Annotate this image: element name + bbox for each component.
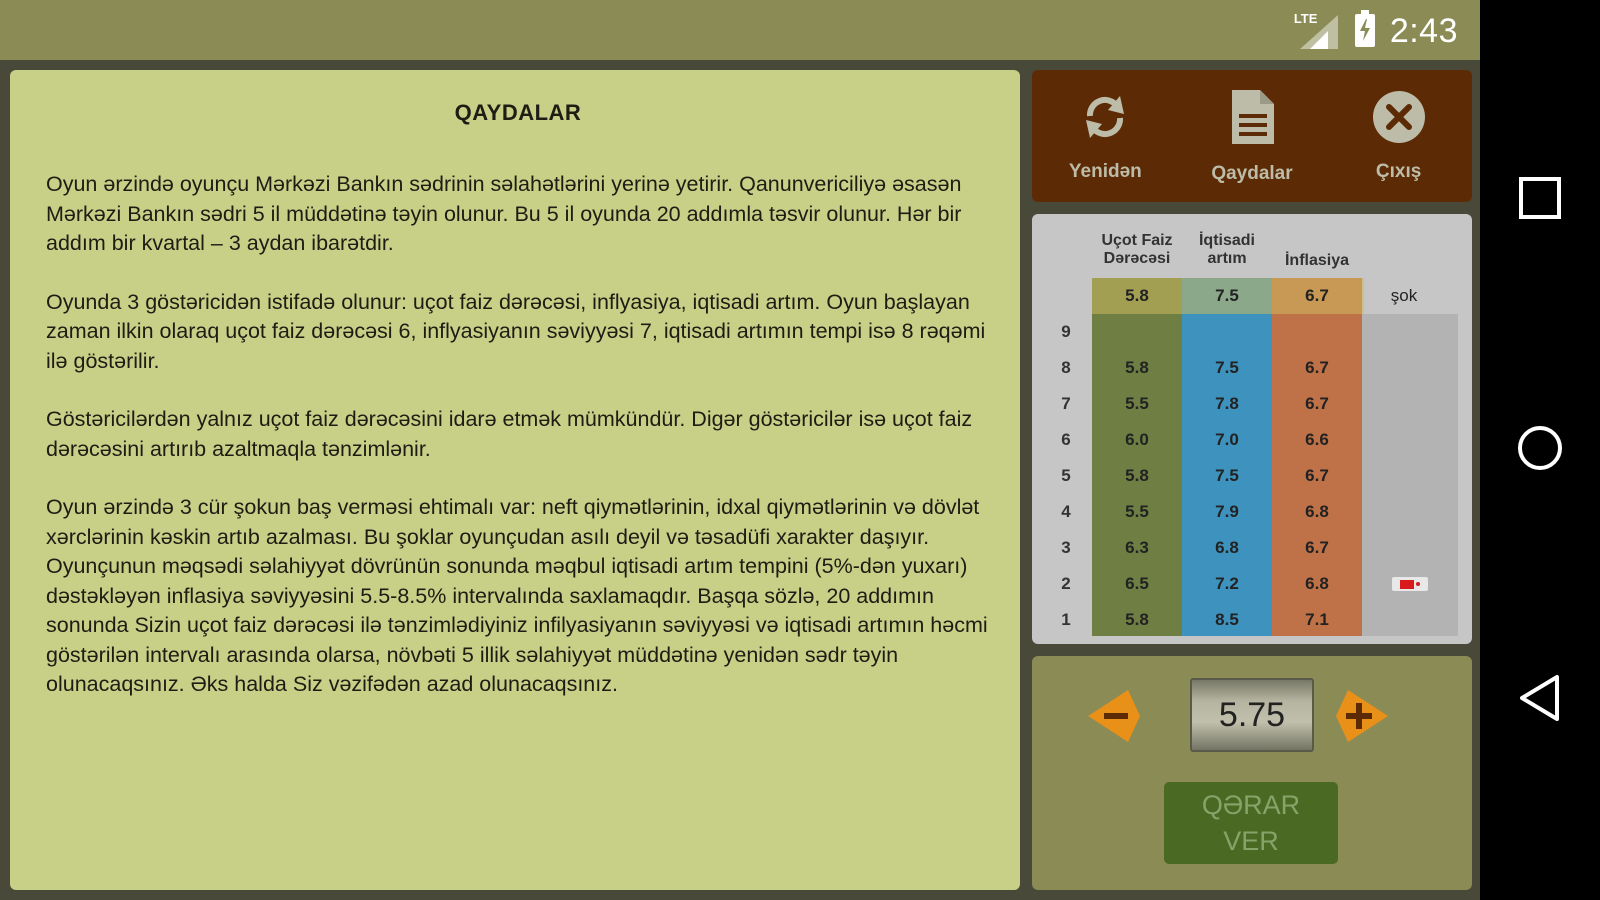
cell-growth: 7.5: [1215, 358, 1239, 377]
cell-rate: 5.8: [1125, 358, 1149, 377]
clock: 2:43: [1389, 11, 1458, 50]
restart-label: Yenidən: [1068, 160, 1142, 182]
home-button[interactable]: [1480, 390, 1600, 510]
row-number: 6: [1061, 430, 1071, 449]
rules-panel: [10, 70, 1020, 890]
history-table: [1032, 214, 1472, 644]
rate-stepper-display[interactable]: [1190, 678, 1314, 752]
cell-rate: 6.5: [1125, 574, 1149, 593]
header-rate-line1: Uçot Faiz: [1101, 232, 1173, 249]
rate-value: 5.75: [1218, 695, 1286, 734]
cell-growth: 7.0: [1215, 430, 1239, 449]
restart-button[interactable]: [1040, 76, 1170, 196]
toolbar: [1032, 70, 1472, 202]
row-number: 1: [1061, 610, 1071, 629]
status-bar: [0, 0, 1480, 60]
rules-paragraph-1: Oyun ərzində oyunçu Mərkəzi Bankın sədrinin səlahətlərini yerinə yetirir. Qanunvericiliyə əsasən Mərkəzi Bankın sədri 5 il müddətinə təyin olunur. Bu 5 il oyunda 20 addımla təsvir olunur. Hər bir addım bir kvartal – 3 aydan ibarətdir.: [46, 172, 962, 255]
rules-button[interactable]: [1187, 76, 1317, 196]
cell-growth: 7.5: [1215, 466, 1239, 485]
status-icons: [1294, 8, 1458, 54]
cell-inflation: 6.8: [1305, 502, 1329, 521]
header-growth: [1182, 232, 1272, 272]
cell-inflation: 6.7: [1305, 394, 1329, 413]
decide-label-line2: VER: [1223, 826, 1279, 856]
cell-rate: [1092, 314, 1182, 350]
cell-rate: 6.3: [1125, 538, 1149, 557]
exit-button[interactable]: [1334, 76, 1464, 196]
cell-inflation: [1272, 314, 1362, 350]
triangle-back-icon: [1517, 673, 1563, 728]
row-number: 7: [1061, 394, 1071, 413]
row-number: 3: [1061, 538, 1071, 557]
close-circle-icon: [1372, 90, 1426, 149]
current-growth: 7.5: [1215, 286, 1239, 305]
rules-paragraph-4: Oyun ərzində 3 cür şokun baş verməsi ehtimalı var: neft qiymətlərinin, idxal qiymətlərinin və dövlət xərclərinin kəskin artıb azalması. Bu şoklar oyunçudan asılı deyil və təsadüfi xarakter daşıyır. Oyunçunun məqsədi səlahiyyət dövrünün sonunda məqbul iqtisadi artım tempini (5%-dən yuxarı) dəstəkləyən inflasiya səviyyəsini 5.5-8.5% intervalında saxlamaqdır. Başqa sözlə, 20 addımın sonunda Sizin uçot faiz dərəcəsi ilə tənzimlədiyiniz infilyasiyanın səviyyəsi və iqtisadi artımın həcmi göstərilən intervalı arasında olarsa, növbəti 5 illik səlahiyyət müddətinə yenidən sədr təyin olunacaqsınız. Əks halda Siz vəzifədən azad olunacaqsınız.: [46, 495, 988, 696]
cell-growth: [1182, 314, 1272, 350]
network-type: LTE: [1293, 11, 1318, 26]
control-panel: [1032, 656, 1472, 890]
shock-flag-icon: [1392, 577, 1428, 591]
cell-growth: 7.8: [1215, 394, 1239, 413]
cell-inflation: 6.7: [1305, 358, 1329, 377]
rules-label: Qaydalar: [1211, 162, 1293, 184]
decide-label-line1: QƏRAR: [1201, 790, 1301, 820]
rules-title: QAYDALAR: [454, 100, 582, 125]
row-number: 5: [1061, 466, 1071, 485]
current-rate: 5.8: [1125, 286, 1149, 305]
header-rate: [1092, 232, 1182, 272]
rules-paragraph-3: Göstəricilərdən yalnız uçot faiz dərəcəsini idarə etmək mümkündür. Digər göstəricilər isə uçot faiz dərəcəsini artırıb azaltmaqla tənzimlənir.: [46, 407, 973, 461]
decide-button[interactable]: [1164, 782, 1338, 864]
navigation-bar: [1480, 0, 1600, 900]
row-number: 8: [1061, 358, 1071, 377]
cell-rate: 5.5: [1125, 394, 1149, 413]
cell-rate: 5.8: [1125, 610, 1149, 629]
cell-inflation: 6.7: [1305, 538, 1329, 557]
document-icon: [1228, 88, 1276, 151]
header-rate-line2: Dərəcəsi: [1103, 250, 1171, 267]
row-number: 4: [1061, 502, 1071, 521]
exit-label: Çıxış: [1375, 160, 1422, 182]
header-growth-line1: İqtisadi: [1198, 232, 1255, 249]
cell-growth: 6.8: [1215, 538, 1239, 557]
plus-arrow-icon: [1332, 686, 1392, 746]
cell-inflation: 6.7: [1305, 466, 1329, 485]
battery-icon: [1354, 10, 1376, 53]
row-number: 2: [1061, 574, 1071, 593]
header-growth-line2: artım: [1207, 250, 1247, 267]
current-inflation: 6.7: [1305, 286, 1329, 305]
circle-icon: [1516, 424, 1564, 477]
cell-rate: 6.0: [1125, 430, 1149, 449]
back-button[interactable]: [1480, 640, 1600, 760]
cell-rate: 5.8: [1125, 466, 1149, 485]
cell-growth: 7.9: [1215, 502, 1239, 521]
decrease-button[interactable]: [1084, 686, 1144, 746]
increase-button[interactable]: [1332, 686, 1392, 746]
cell-growth: 8.5: [1215, 610, 1239, 629]
cell-inflation: 6.6: [1305, 430, 1329, 449]
signal-icon: [1294, 11, 1340, 51]
cell-growth: 7.2: [1215, 574, 1239, 593]
row-number: 9: [1061, 322, 1071, 341]
header-shock: şok: [1390, 286, 1418, 305]
cell-inflation: 6.8: [1305, 574, 1329, 593]
rules-paragraph-2: Oyunda 3 göstəricidən istifadə olunur: uçot faiz dərəcəsi, inflyasiya, iqtisadi artım. Oyun başlayan zaman ilkin olaraq uçot faiz dərəcəsi 6, inflyasiyanın səviyyəsi 7, iqtisadi artımın tempi isə 8 rəqəmi ilə göstərilir.: [46, 289, 986, 373]
cell-rate: 5.5: [1125, 502, 1149, 521]
refresh-icon: [1078, 90, 1132, 149]
square-icon: [1518, 176, 1562, 225]
minus-arrow-icon: [1084, 686, 1144, 746]
cell-inflation: 7.1: [1305, 610, 1329, 629]
header-inflation: İnflasiya: [1284, 252, 1350, 269]
recents-button[interactable]: [1480, 140, 1600, 260]
